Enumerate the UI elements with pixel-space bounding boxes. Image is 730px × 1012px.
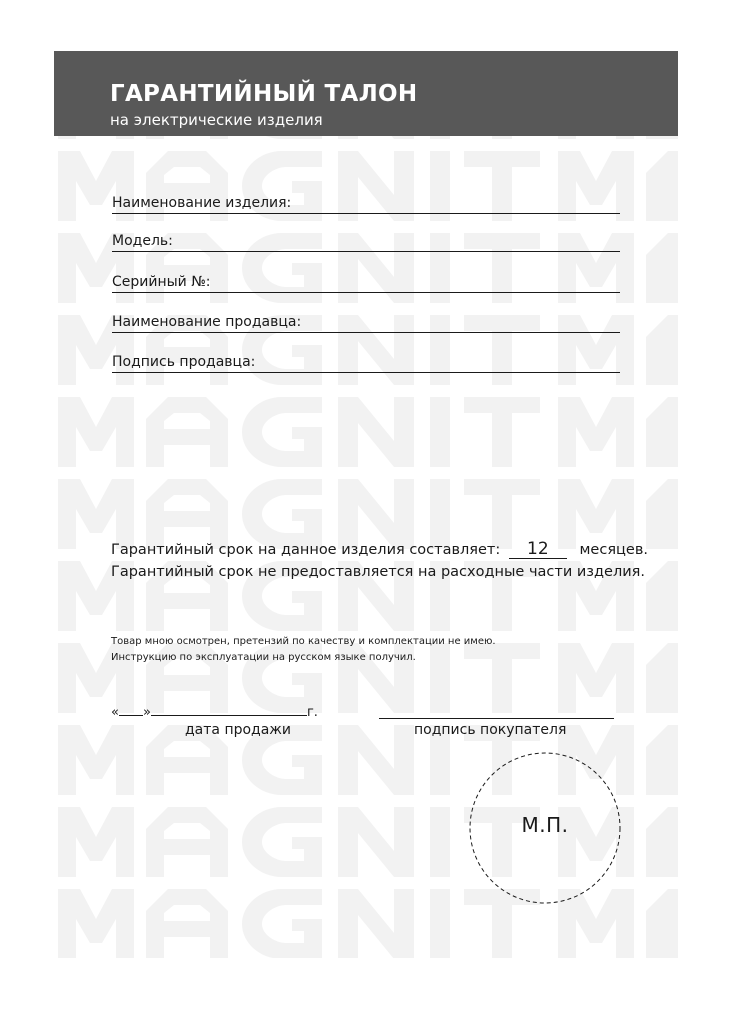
field-serial-number[interactable] xyxy=(112,268,620,293)
warranty-months-value[interactable]: 12 xyxy=(509,541,567,559)
warranty-exclusion-line: Гарантийный срок не предоставляется на расходные части изделия. xyxy=(111,564,645,580)
sale-date-caption: дата продажи xyxy=(185,722,292,738)
field-label: Подпись продавца: xyxy=(112,354,256,370)
field-label: Серийный №: xyxy=(112,274,211,290)
buyer-signature-caption: подпись покупателя xyxy=(414,722,567,738)
year-suffix: г. xyxy=(306,705,318,720)
warranty-period-text: Гарантийный срок на данное изделия составляет: xyxy=(111,542,501,558)
consent-line-1: Товар мною осмотрен, претензий по качеству и комплектации не имею. xyxy=(111,636,496,647)
consent-line-2: Инструкцию по эксплуатации на русском языке получил. xyxy=(111,652,416,663)
field-product-name[interactable] xyxy=(112,189,620,214)
field-label: Модель: xyxy=(112,233,173,249)
document-subtitle: на электрические изделия xyxy=(110,111,323,129)
buyer-signature-field[interactable] xyxy=(379,718,614,719)
field-model[interactable] xyxy=(112,227,620,252)
document-title: ГАРАНТИЙНЫЙ ТАЛОН xyxy=(110,81,418,107)
field-seller-signature[interactable] xyxy=(112,348,620,373)
field-label: Наименование продавца: xyxy=(112,314,302,330)
stamp-label: М.П. xyxy=(521,813,569,837)
warranty-period-line xyxy=(111,541,648,559)
header-bar xyxy=(54,51,678,136)
months-label: месяцев. xyxy=(579,542,648,558)
field-label: Наименование изделия: xyxy=(112,195,292,211)
quote-close: » xyxy=(142,705,151,720)
field-seller-name[interactable] xyxy=(112,308,620,333)
sale-day-field[interactable] xyxy=(119,703,143,716)
sale-date-row xyxy=(111,703,318,720)
warranty-card xyxy=(54,51,678,958)
sale-month-year-field[interactable] xyxy=(151,703,307,716)
quote-open: « xyxy=(111,705,119,720)
